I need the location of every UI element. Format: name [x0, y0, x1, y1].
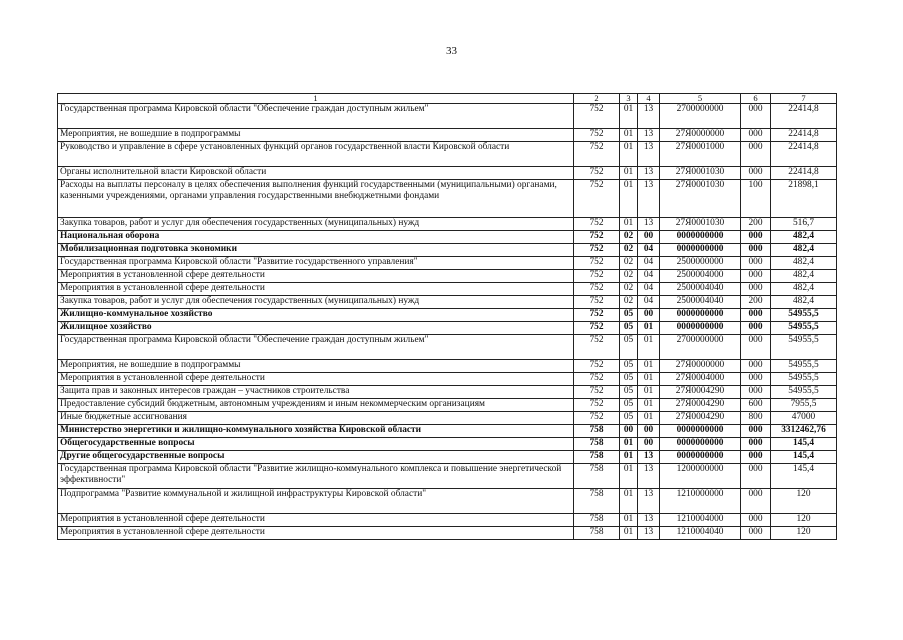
expense-type-cell: 000 [741, 257, 771, 270]
table-row [58, 104, 837, 129]
item-name-cell: Закупка товаров, работ и услуг для обеспечения государственных (муниципальных) нужд [58, 296, 574, 309]
item-name-cell: Мероприятия, не вошедшие в подпрограммы [58, 360, 574, 373]
expense-type-cell: 000 [741, 142, 771, 167]
subsection-cell: 01 [638, 373, 660, 386]
subsection-cell: 00 [638, 438, 660, 451]
subsection-cell: 00 [638, 425, 660, 438]
amount-cell: 22414,8 [771, 104, 837, 129]
expense-type-cell: 000 [741, 167, 771, 180]
ministry-code-cell: 758 [574, 451, 620, 464]
subsection-cell: 13 [638, 218, 660, 231]
section-cell: 05 [620, 386, 638, 399]
ministry-code-cell: 752 [574, 129, 620, 142]
table-row [58, 373, 837, 386]
item-name-cell: Расходы на выплаты персоналу в целях обеспечения выполнения функций государственными (муниципальными) органами, казенными учреждениями, органами управления государственными внебюджетными фондами [58, 180, 574, 218]
amount-cell: 22414,8 [771, 167, 837, 180]
amount-cell: 54955,5 [771, 360, 837, 373]
subsection-cell: 13 [638, 142, 660, 167]
section-cell: 02 [620, 270, 638, 283]
section-cell: 02 [620, 283, 638, 296]
ministry-code-cell: 758 [574, 438, 620, 451]
amount-cell: 145,4 [771, 464, 837, 489]
target-article-cell: 27Я0004290 [660, 399, 741, 412]
target-article-cell: 0000000000 [660, 425, 741, 438]
subsection-cell: 13 [638, 527, 660, 540]
amount-cell: 7955,5 [771, 399, 837, 412]
budget-table-body [58, 94, 837, 540]
table-row [58, 218, 837, 231]
target-article-cell: 0000000000 [660, 322, 741, 335]
amount-cell: 516,7 [771, 218, 837, 231]
table-row [58, 180, 837, 218]
section-cell: 01 [620, 142, 638, 167]
section-cell: 05 [620, 309, 638, 322]
item-name-cell: Руководство и управление в сфере установленных функций органов государственной власти Кировской области [58, 142, 574, 167]
section-cell: 01 [620, 489, 638, 514]
expense-type-cell: 000 [741, 425, 771, 438]
subsection-cell: 13 [638, 129, 660, 142]
item-name-cell: Защита прав и законных интересов граждан – участников строительства [58, 386, 574, 399]
target-article-cell: 2500004040 [660, 296, 741, 309]
section-cell: 02 [620, 231, 638, 244]
subsection-cell: 01 [638, 386, 660, 399]
target-article-cell: 27Я0004290 [660, 412, 741, 425]
amount-cell: 47000 [771, 412, 837, 425]
amount-cell: 21898,1 [771, 180, 837, 218]
expense-type-cell: 000 [741, 527, 771, 540]
amount-cell: 120 [771, 527, 837, 540]
page-number: 33 [446, 45, 457, 57]
subsection-cell: 00 [638, 231, 660, 244]
header-cell: 3 [620, 94, 638, 104]
subsection-cell: 00 [638, 309, 660, 322]
expense-type-cell: 000 [741, 231, 771, 244]
ministry-code-cell: 752 [574, 270, 620, 283]
section-cell: 01 [620, 167, 638, 180]
section-cell: 02 [620, 244, 638, 257]
table-row [58, 489, 837, 514]
ministry-code-cell: 752 [574, 309, 620, 322]
budget-table [57, 93, 837, 540]
table-row [58, 451, 837, 464]
item-name-cell: Закупка товаров, работ и услуг для обеспечения государственных (муниципальных) нужд [58, 218, 574, 231]
amount-cell: 145,4 [771, 438, 837, 451]
table-row [58, 322, 837, 335]
ministry-code-cell: 752 [574, 296, 620, 309]
target-article-cell: 0000000000 [660, 244, 741, 257]
target-article-cell: 2700000000 [660, 335, 741, 360]
table-row [58, 309, 837, 322]
ministry-code-cell: 758 [574, 464, 620, 489]
item-name-cell: Государственная программа Кировской области "Обеспечение граждан доступным жильем" [58, 104, 574, 129]
header-cell: 2 [574, 94, 620, 104]
amount-cell: 54955,5 [771, 373, 837, 386]
ministry-code-cell: 752 [574, 167, 620, 180]
subsection-cell: 01 [638, 335, 660, 360]
item-name-cell: Мероприятия в установленной сфере деятельности [58, 283, 574, 296]
expense-type-cell: 000 [741, 129, 771, 142]
subsection-cell: 01 [638, 412, 660, 425]
target-article-cell: 2500004040 [660, 283, 741, 296]
section-cell: 01 [620, 438, 638, 451]
amount-cell: 482,4 [771, 244, 837, 257]
subsection-cell: 13 [638, 514, 660, 527]
header-cell: 1 [58, 94, 574, 104]
item-name-cell: Мероприятия в установленной сфере деятельности [58, 373, 574, 386]
expense-type-cell: 000 [741, 360, 771, 373]
section-cell: 05 [620, 373, 638, 386]
target-article-cell: 27Я0001000 [660, 142, 741, 167]
item-name-cell: Органы исполнительной власти Кировской области [58, 167, 574, 180]
subsection-cell: 13 [638, 180, 660, 218]
amount-cell: 482,4 [771, 231, 837, 244]
target-article-cell: 0000000000 [660, 451, 741, 464]
table-row [58, 464, 837, 489]
target-article-cell: 2500000000 [660, 257, 741, 270]
expense-type-cell: 000 [741, 489, 771, 514]
expense-type-cell: 600 [741, 399, 771, 412]
header-cell: 7 [771, 94, 837, 104]
section-cell: 01 [620, 514, 638, 527]
ministry-code-cell: 752 [574, 399, 620, 412]
item-name-cell: Мероприятия, не вошедшие в подпрограммы [58, 129, 574, 142]
header-cell: 6 [741, 94, 771, 104]
target-article-cell: 27Я0004000 [660, 373, 741, 386]
expense-type-cell: 000 [741, 270, 771, 283]
item-name-cell: Мероприятия в установленной сфере деятельности [58, 527, 574, 540]
expense-type-cell: 000 [741, 335, 771, 360]
target-article-cell: 1200000000 [660, 464, 741, 489]
table-row [58, 244, 837, 257]
ministry-code-cell: 752 [574, 218, 620, 231]
expense-type-cell: 000 [741, 438, 771, 451]
amount-cell: 3312462,76 [771, 425, 837, 438]
item-name-cell: Мероприятия в установленной сфере деятельности [58, 270, 574, 283]
ministry-code-cell: 752 [574, 142, 620, 167]
table-row [58, 360, 837, 373]
section-cell: 01 [620, 218, 638, 231]
item-name-cell: Мероприятия в установленной сфере деятельности [58, 514, 574, 527]
section-cell: 05 [620, 412, 638, 425]
target-article-cell: 0000000000 [660, 309, 741, 322]
subsection-cell: 13 [638, 451, 660, 464]
ministry-code-cell: 758 [574, 527, 620, 540]
expense-type-cell: 000 [741, 451, 771, 464]
header-cell: 4 [638, 94, 660, 104]
amount-cell: 145,4 [771, 451, 837, 464]
item-name-cell: Предоставление субсидий бюджетным, автономным учреждениям и иным некоммерческим организациям [58, 399, 574, 412]
target-article-cell: 27Я0001030 [660, 167, 741, 180]
ministry-code-cell: 752 [574, 231, 620, 244]
amount-cell: 54955,5 [771, 335, 837, 360]
target-article-cell: 2500004000 [660, 270, 741, 283]
item-name-cell: Министерство энергетики и жилищно-коммунального хозяйства Кировской области [58, 425, 574, 438]
amount-cell: 54955,5 [771, 309, 837, 322]
target-article-cell: 1210004000 [660, 514, 741, 527]
target-article-cell: 27Я0000000 [660, 129, 741, 142]
section-cell: 01 [620, 451, 638, 464]
table-row [58, 527, 837, 540]
subsection-cell: 04 [638, 244, 660, 257]
table-row [58, 167, 837, 180]
table-row [58, 425, 837, 438]
section-cell: 01 [620, 527, 638, 540]
subsection-cell: 13 [638, 104, 660, 129]
section-cell: 05 [620, 360, 638, 373]
subsection-cell: 13 [638, 489, 660, 514]
item-name-cell: Подпрограмма "Развитие коммунальной и жилищной инфраструктуры Кировской области" [58, 489, 574, 514]
target-article-cell: 27Я0001030 [660, 218, 741, 231]
expense-type-cell: 000 [741, 386, 771, 399]
subsection-cell: 04 [638, 270, 660, 283]
subsection-cell: 04 [638, 283, 660, 296]
item-name-cell: Общегосударственные вопросы [58, 438, 574, 451]
ministry-code-cell: 752 [574, 322, 620, 335]
expense-type-cell: 000 [741, 464, 771, 489]
amount-cell: 22414,8 [771, 142, 837, 167]
section-cell: 02 [620, 257, 638, 270]
item-name-cell: Государственная программа Кировской области "Развитие государственного управления" [58, 257, 574, 270]
target-article-cell: 1210000000 [660, 489, 741, 514]
item-name-cell: Иные бюджетные ассигнования [58, 412, 574, 425]
ministry-code-cell: 752 [574, 360, 620, 373]
table-row [58, 386, 837, 399]
item-name-cell: Мобилизационная подготовка экономики [58, 244, 574, 257]
table-row [58, 231, 837, 244]
ministry-code-cell: 752 [574, 104, 620, 129]
ministry-code-cell: 758 [574, 489, 620, 514]
expense-type-cell: 000 [741, 514, 771, 527]
subsection-cell: 13 [638, 464, 660, 489]
amount-cell: 54955,5 [771, 386, 837, 399]
target-article-cell: 1210004040 [660, 527, 741, 540]
amount-cell: 482,4 [771, 257, 837, 270]
amount-cell: 22414,8 [771, 129, 837, 142]
subsection-cell: 04 [638, 257, 660, 270]
item-name-cell: Жилищно-коммунальное хозяйство [58, 309, 574, 322]
subsection-cell: 04 [638, 296, 660, 309]
table-header-row [58, 94, 837, 104]
expense-type-cell: 000 [741, 322, 771, 335]
amount-cell: 54955,5 [771, 322, 837, 335]
expense-type-cell: 200 [741, 218, 771, 231]
subsection-cell: 01 [638, 399, 660, 412]
section-cell: 05 [620, 399, 638, 412]
ministry-code-cell: 752 [574, 257, 620, 270]
table-row [58, 514, 837, 527]
amount-cell: 482,4 [771, 296, 837, 309]
expense-type-cell: 800 [741, 412, 771, 425]
section-cell: 01 [620, 180, 638, 218]
expense-type-cell: 200 [741, 296, 771, 309]
target-article-cell: 0000000000 [660, 438, 741, 451]
subsection-cell: 01 [638, 360, 660, 373]
table-row [58, 412, 837, 425]
item-name-cell: Жилищное хозяйство [58, 322, 574, 335]
amount-cell: 482,4 [771, 283, 837, 296]
section-cell: 05 [620, 335, 638, 360]
item-name-cell: Другие общегосударственные вопросы [58, 451, 574, 464]
ministry-code-cell: 752 [574, 335, 620, 360]
item-name-cell: Государственная программа Кировской области "Развитие жилищно-коммунального комплекса и повышение энергетической эффективности" [58, 464, 574, 489]
ministry-code-cell: 752 [574, 386, 620, 399]
table-row [58, 335, 837, 360]
section-cell: 01 [620, 464, 638, 489]
section-cell: 02 [620, 296, 638, 309]
expense-type-cell: 000 [741, 373, 771, 386]
table-row [58, 399, 837, 412]
item-name-cell: Национальная оборона [58, 231, 574, 244]
ministry-code-cell: 758 [574, 425, 620, 438]
ministry-code-cell: 752 [574, 244, 620, 257]
table-row [58, 270, 837, 283]
section-cell: 00 [620, 425, 638, 438]
target-article-cell: 27Я0000000 [660, 360, 741, 373]
table-row [58, 296, 837, 309]
amount-cell: 120 [771, 514, 837, 527]
item-name-cell: Государственная программа Кировской области "Обеспечение граждан доступным жильем" [58, 335, 574, 360]
ministry-code-cell: 752 [574, 180, 620, 218]
section-cell: 01 [620, 104, 638, 129]
ministry-code-cell: 752 [574, 412, 620, 425]
subsection-cell: 13 [638, 167, 660, 180]
header-cell: 5 [660, 94, 741, 104]
ministry-code-cell: 758 [574, 514, 620, 527]
table-row [58, 257, 837, 270]
table-row [58, 438, 837, 451]
ministry-code-cell: 752 [574, 373, 620, 386]
expense-type-cell: 000 [741, 104, 771, 129]
expense-type-cell: 000 [741, 244, 771, 257]
section-cell: 05 [620, 322, 638, 335]
expense-type-cell: 000 [741, 283, 771, 296]
subsection-cell: 01 [638, 322, 660, 335]
section-cell: 01 [620, 129, 638, 142]
amount-cell: 482,4 [771, 270, 837, 283]
expense-type-cell: 000 [741, 309, 771, 322]
target-article-cell: 27Я0004290 [660, 386, 741, 399]
target-article-cell: 2700000000 [660, 104, 741, 129]
amount-cell: 120 [771, 489, 837, 514]
target-article-cell: 27Я0001030 [660, 180, 741, 218]
expense-type-cell: 100 [741, 180, 771, 218]
table-row [58, 283, 837, 296]
table-row [58, 129, 837, 142]
table-row [58, 142, 837, 167]
target-article-cell: 0000000000 [660, 231, 741, 244]
ministry-code-cell: 752 [574, 283, 620, 296]
